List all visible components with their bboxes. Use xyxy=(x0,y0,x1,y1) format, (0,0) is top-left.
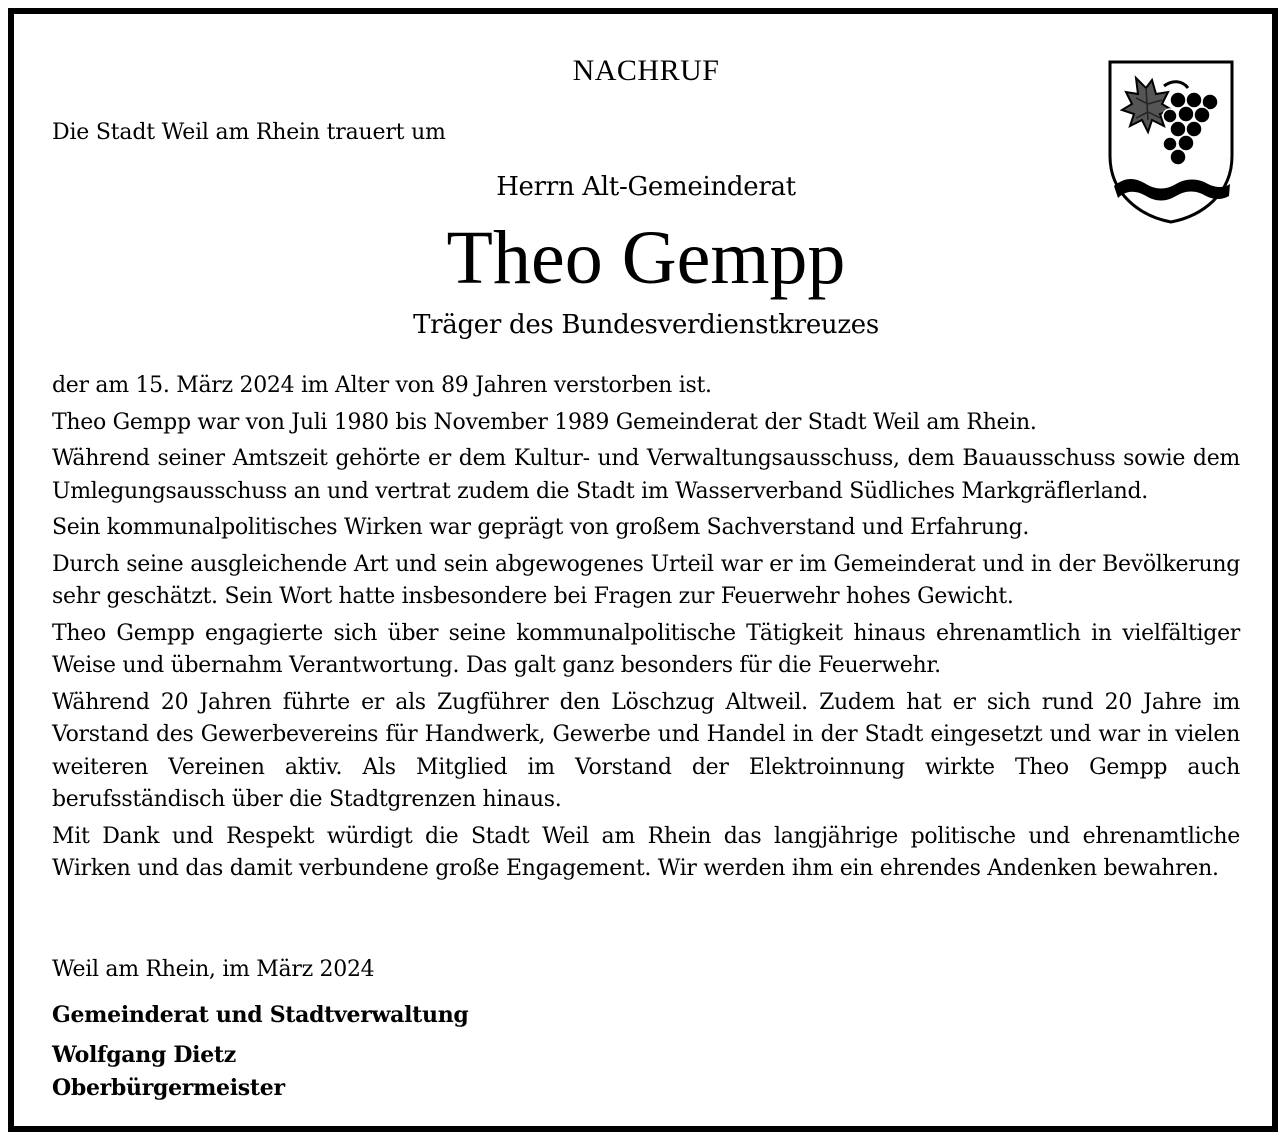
honorific-title: Herrn Alt-Gemeinderat xyxy=(496,172,796,202)
issuing-organization: Gemeinderat und Stadtverwaltung xyxy=(52,1001,469,1028)
body-paragraph: Theo Gempp war von Juli 1980 bis November 1989 Gemeinderat der Stadt Weil am Rhein. xyxy=(52,409,1037,435)
signer-name: Wolfgang Dietz xyxy=(52,1042,236,1068)
deceased-name: Theo Gempp xyxy=(446,216,846,300)
body-paragraph: Mit Dank und Respekt würdigt die Stadt Weil am Rhein das langjährige politische und ehrenamtliche Wirken und das damit verbundene große Engagement. Wir werden ihm ein ehrendes Andenken bewahren. xyxy=(52,823,1240,881)
body-paragraph: Durch seine ausgleichende Art und sein abgewogenes Urteil war er im Gemeinderat und in der Bevölkerung sehr geschätzt. Sein Wort hatte insbesondere bei Fragen zur Feuerwehr hohes Gewicht. xyxy=(52,551,1240,609)
body-paragraph: Sein kommunalpolitisches Wirken war geprägt von großem Sachverstand und Erfahrung. xyxy=(52,515,1030,540)
signer-title: Oberbürgermeister xyxy=(52,1074,285,1101)
intro-line: Die Stadt Weil am Rhein trauert um xyxy=(52,120,446,145)
obituary-body xyxy=(52,370,1240,890)
body-paragraph: Theo Gempp engagierte sich über seine kommunalpolitische Tätigkeit hinaus ehrenamtlich in vielfältiger Weise und übernahm Verantwortung. Das galt ganz besonders für die Feuerwehr. xyxy=(52,620,1240,678)
obituary-heading: NACHRUF xyxy=(572,54,720,87)
award-line: Träger des Bundesverdienstkreuzes xyxy=(413,310,879,340)
body-paragraph: Während 20 Jahren führte er als Zugführer den Löschzug Altweil. Zudem hat er sich rund 20 Jahre im Vorstand des Gewerbevereins für Handwerk, Gewerbe und Handel in der Stadt eingesetzt und war in vielen weiteren Vereinen aktiv. Als Mitglied im Vorstand der Elektroinnung wirkte Theo Gempp auch berufsständisch über die Stadtgrenzen hinaus. xyxy=(52,689,1240,812)
place-date: Weil am Rhein, im März 2024 xyxy=(52,957,375,982)
obituary-frame xyxy=(8,8,1278,1132)
coat-of-arms-grape-leaf-icon xyxy=(1106,58,1236,226)
body-paragraph: der am 15. März 2024 im Alter von 89 Jahren verstorben ist. xyxy=(52,373,712,398)
body-paragraph: Während seiner Amtszeit gehörte er dem Kultur- und Verwaltungsausschuss, dem Bauausschuss sowie dem Umlegungsausschuss an und vertrat zudem die Stadt im Wasserverband Südliches Markgräflerland. xyxy=(52,446,1240,504)
signoff-block xyxy=(52,954,469,1104)
